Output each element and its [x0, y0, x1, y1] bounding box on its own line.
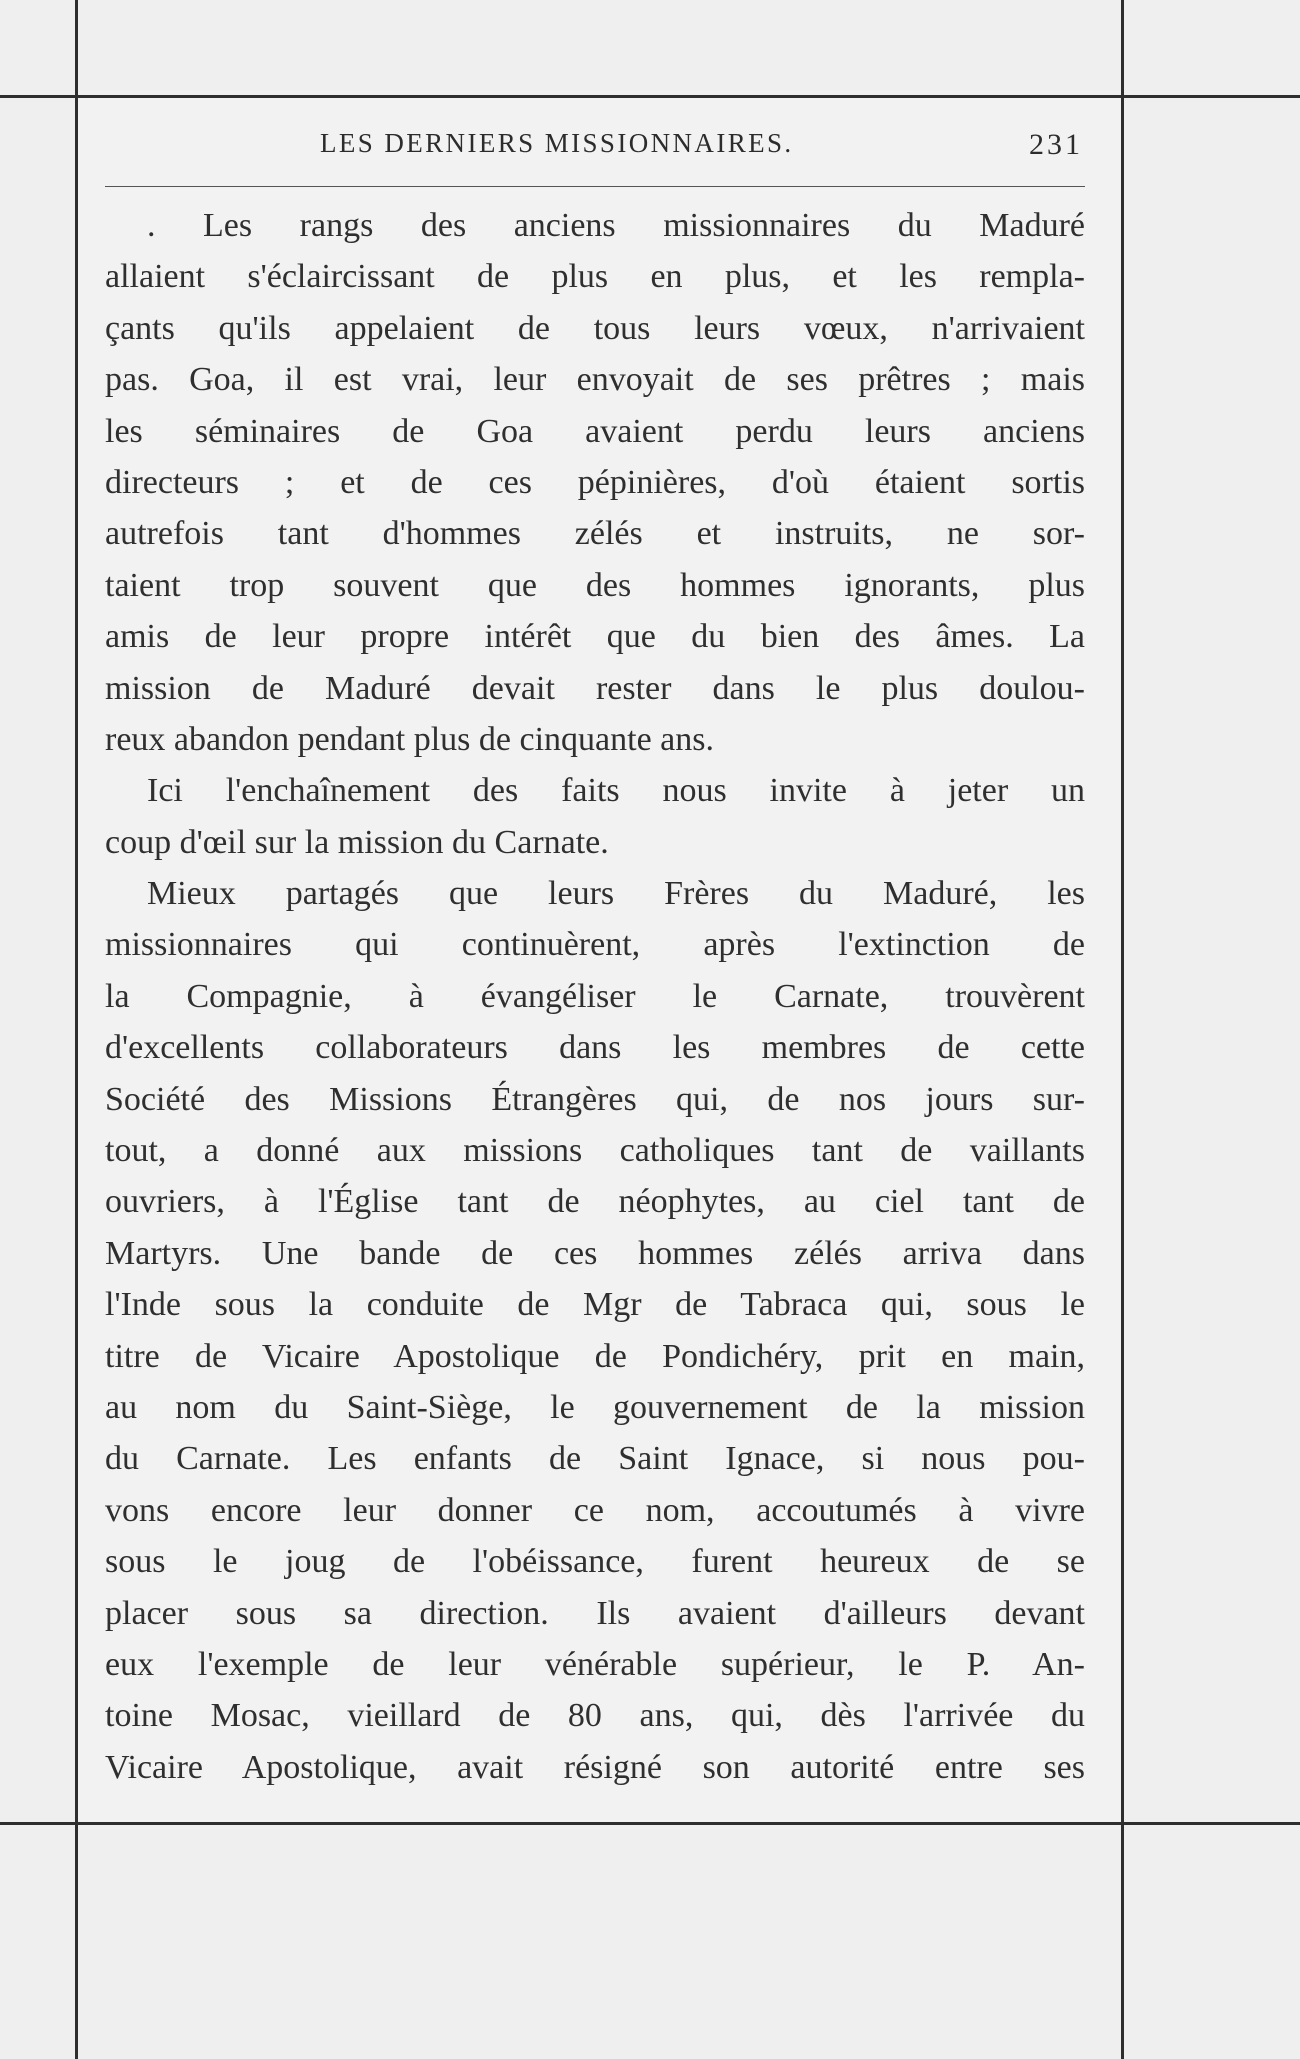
text-line: Mieux partagés que leurs Frères du Maduré, les [147, 875, 1085, 913]
running-title: LES DERNIERS MISSIONNAIRES. [320, 128, 794, 158]
frame-line-bottom [0, 1822, 1300, 1825]
text-line: les séminaires de Goa avaient perdu leurs anciens [105, 412, 1085, 450]
text-line: au nom du Saint-Siège, le gouvernement de la mission [105, 1388, 1085, 1426]
text-line: . Les rangs des anciens missionnaires du Maduré [147, 207, 1085, 244]
text-line: eux l'exemple de leur vénérable supérieur, le P. An- [105, 1645, 1085, 1683]
text-line: Martyrs. Une bande de ces hommes zélés arriva dans [105, 1234, 1085, 1272]
text-line: allaient s'éclaircissant de plus en plus, et les rempla- [105, 258, 1085, 296]
text-line: tout, a donné aux missions catholiques tant de vaillants [105, 1132, 1085, 1170]
paragraph [105, 868, 1085, 1793]
text-line: ouvriers, à l'Église tant de néophytes, au ciel tant de [105, 1183, 1085, 1221]
text-line: l'Inde sous la conduite de Mgr de Tabraca qui, sous le [105, 1286, 1085, 1324]
body-text [105, 200, 1085, 1793]
text-line: vons encore leur donner ce nom, accoutumés à vivre [105, 1491, 1085, 1529]
text-line: placer sous sa direction. Ils avaient d'ailleurs devant [105, 1594, 1085, 1632]
text-line: d'excellents collaborateurs dans les membres de cette [105, 1029, 1085, 1067]
text-line: directeurs ; et de ces pépinières, d'où étaient sortis [105, 463, 1085, 501]
text-line: reux abandon pendant plus de cinquante ans. [105, 720, 714, 758]
page-number: 231 [1029, 128, 1083, 161]
text-line: sous le joug de l'obéissance, furent heureux de se [105, 1543, 1085, 1581]
text-line: amis de leur propre intérêt que du bien des âmes. La [105, 618, 1085, 656]
text-line: toine Mosac, vieillard de 80 ans, qui, dès l'arrivée du [105, 1697, 1085, 1735]
paragraph [105, 765, 1085, 868]
text-line: pas. Goa, il est vrai, leur envoyait de ses prêtres ; mais [105, 361, 1085, 399]
text-line: Vicaire Apostolique, avait résigné son autorité entre ses [105, 1748, 1085, 1786]
text-line: titre de Vicaire Apostolique de Pondichéry, prit en main, [105, 1337, 1085, 1375]
paragraph [105, 200, 1085, 765]
text-line: la Compagnie, à évangéliser le Carnate, trouvèrent [105, 977, 1085, 1015]
header-rule [105, 186, 1085, 187]
text-line: çants qu'ils appelaient de tous leurs vœux, n'arrivaient [105, 309, 1085, 347]
text-line: coup d'œil sur la mission du Carnate. [105, 823, 609, 861]
text-line: du Carnate. Les enfants de Saint Ignace, si nous pou- [105, 1440, 1085, 1478]
running-head [105, 128, 1085, 168]
text-line: autrefois tant d'hommes zélés et instruits, ne sor- [105, 515, 1085, 553]
frame-line-right [1121, 0, 1124, 2059]
text-line: taient trop souvent que des hommes ignorants, plus [105, 566, 1085, 604]
text-line: Société des Missions Étrangères qui, de nos jours sur- [105, 1080, 1085, 1118]
text-line: missionnaires qui continuèrent, après l'extinction de [105, 926, 1085, 964]
text-line: Ici l'enchaînement des faits nous invite à jeter un [147, 772, 1085, 810]
text-line: mission de Maduré devait rester dans le plus doulou- [105, 669, 1085, 707]
